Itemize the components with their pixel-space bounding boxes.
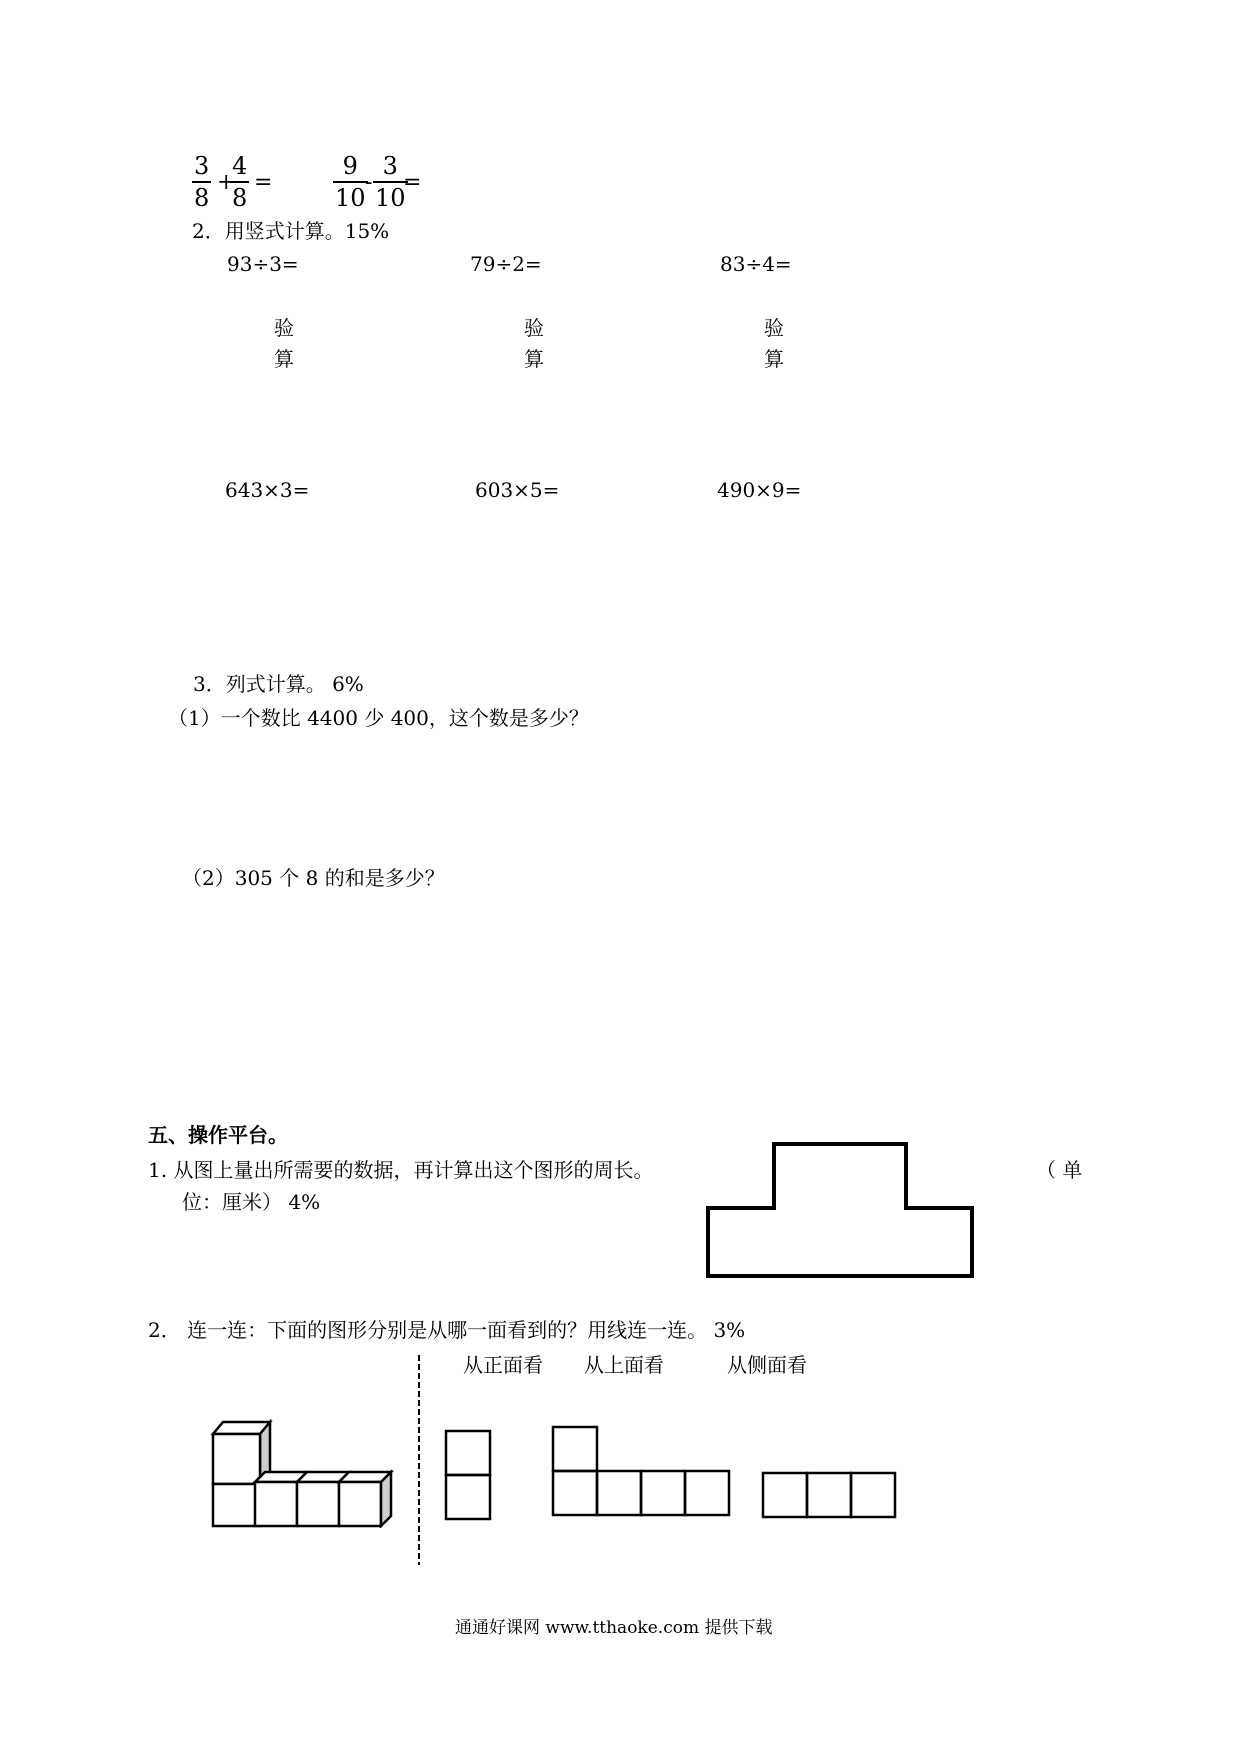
view-label-front: 从正面看 bbox=[463, 1353, 543, 1377]
check-label-3-top: 验 bbox=[764, 316, 784, 340]
multiplication-problem-2: 603×5= bbox=[475, 478, 560, 502]
perimeter-shape-figure bbox=[700, 1140, 990, 1290]
cube-front-face bbox=[213, 1484, 260, 1526]
view-drawing-row-3 bbox=[760, 1470, 905, 1522]
s5-q1-line2: 位：厘米） 4% bbox=[182, 1190, 321, 1214]
multiplication-problem-3: 490×9= bbox=[717, 478, 802, 502]
division-problem-3: 83÷4= bbox=[720, 252, 792, 276]
fraction-9-10: 9 10 bbox=[335, 152, 366, 212]
q3-title: 3．列式计算。 6% bbox=[193, 672, 364, 696]
s5-q1-unit-start: （ 单 bbox=[1036, 1158, 1083, 1182]
s5-q2-line: 2． 连一连：下面的图形分别是从哪一面看到的？用线连一连。 3% bbox=[148, 1318, 746, 1342]
fraction-3-10: 3 10 bbox=[375, 152, 406, 212]
minus-sign: - bbox=[365, 170, 373, 195]
equals-sign: = bbox=[403, 170, 422, 195]
cube-front-face bbox=[297, 1482, 339, 1526]
multiplication-problem-1: 643×3= bbox=[225, 478, 310, 502]
fraction-4-8: 4 8 bbox=[232, 152, 248, 212]
stepped-outline bbox=[708, 1144, 972, 1276]
plus-sign: + bbox=[217, 170, 236, 195]
view-label-top: 从上面看 bbox=[584, 1353, 664, 1377]
q3-problem-2: （2）305 个 8 的和是多少？ bbox=[182, 866, 445, 890]
view-label-side: 从侧面看 bbox=[727, 1353, 807, 1377]
view-drawing-vertical-2 bbox=[443, 1428, 495, 1524]
q3-problem-1: （1）一个数比 4400 少 400，这个数是多少？ bbox=[168, 706, 589, 730]
cube-front-face bbox=[213, 1434, 260, 1484]
section-5-title: 五、操作平台。 bbox=[148, 1123, 288, 1147]
cube-front-face bbox=[255, 1482, 297, 1526]
division-problem-2: 79÷2= bbox=[470, 252, 542, 276]
q2-title: 2．用竖式计算。15% bbox=[192, 219, 390, 243]
check-label-3-bottom: 算 bbox=[764, 347, 784, 371]
fraction-3-8: 3 8 bbox=[194, 152, 210, 212]
check-label-1-top: 验 bbox=[274, 316, 294, 340]
check-label-2-top: 验 bbox=[524, 316, 544, 340]
cube-arrangement-figure bbox=[205, 1378, 415, 1528]
view-drawing-l-shape bbox=[550, 1424, 740, 1524]
dashed-divider bbox=[416, 1355, 422, 1565]
check-label-1-bottom: 算 bbox=[274, 347, 294, 371]
s5-q1-line1: 1. 从图上量出所需要的数据，再计算出这个图形的周长。 bbox=[148, 1158, 654, 1182]
cube-side-face bbox=[381, 1472, 391, 1526]
equals-sign: = bbox=[254, 170, 273, 195]
footer-credit: 通通好课网 www.tthaoke.com 提供下载 bbox=[455, 1618, 773, 1638]
cube-front-face bbox=[339, 1482, 381, 1526]
check-label-2-bottom: 算 bbox=[524, 347, 544, 371]
division-problem-1: 93÷3= bbox=[227, 252, 299, 276]
